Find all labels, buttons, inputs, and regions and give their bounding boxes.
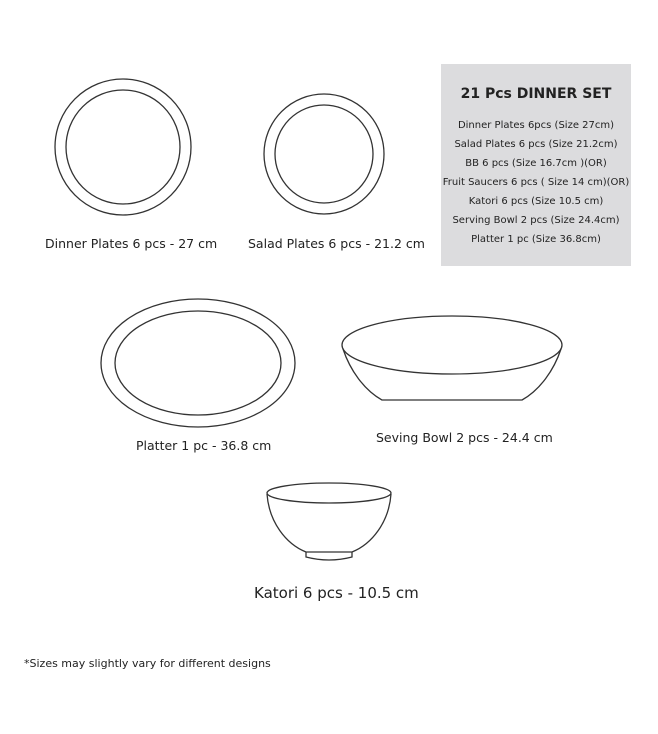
serving-bowl-caption: Seving Bowl 2 pcs - 24.4 cm <box>376 430 553 445</box>
dinner-set-info-box <box>441 64 631 266</box>
salad-plate-icon <box>262 92 386 216</box>
list-item: Serving Bowl 2 pcs (Size 24.4cm) <box>452 215 620 226</box>
platter-caption: Platter 1 pc - 36.8 cm <box>136 438 272 453</box>
katori-bowl-icon <box>262 480 396 564</box>
info-box-list <box>441 116 631 249</box>
footnote: *Sizes may slightly vary for different designs <box>24 657 271 670</box>
serving-bowl-icon <box>338 312 568 408</box>
katori-caption: Katori 6 pcs - 10.5 cm <box>254 584 419 602</box>
list-item: Fruit Saucers 6 pcs ( Size 14 cm)(OR) <box>442 177 630 188</box>
salad-plate-caption: Salad Plates 6 pcs - 21.2 cm <box>248 236 425 251</box>
dinner-plate-icon <box>52 76 194 218</box>
list-item: BB 6 pcs (Size 16.7cm )(OR) <box>465 158 607 169</box>
list-item: Dinner Plates 6pcs (Size 27cm) <box>457 120 615 131</box>
list-item: Platter 1 pc (Size 36.8cm) <box>471 234 601 245</box>
info-box-title: 21 Pcs DINNER SET <box>460 86 612 102</box>
list-item: Katori 6 pcs (Size 10.5 cm) <box>468 196 604 207</box>
dinner-plate-caption: Dinner Plates 6 pcs - 27 cm <box>45 236 218 251</box>
list-item: Salad Plates 6 pcs (Size 21.2cm) <box>454 139 618 150</box>
platter-icon <box>98 296 298 430</box>
